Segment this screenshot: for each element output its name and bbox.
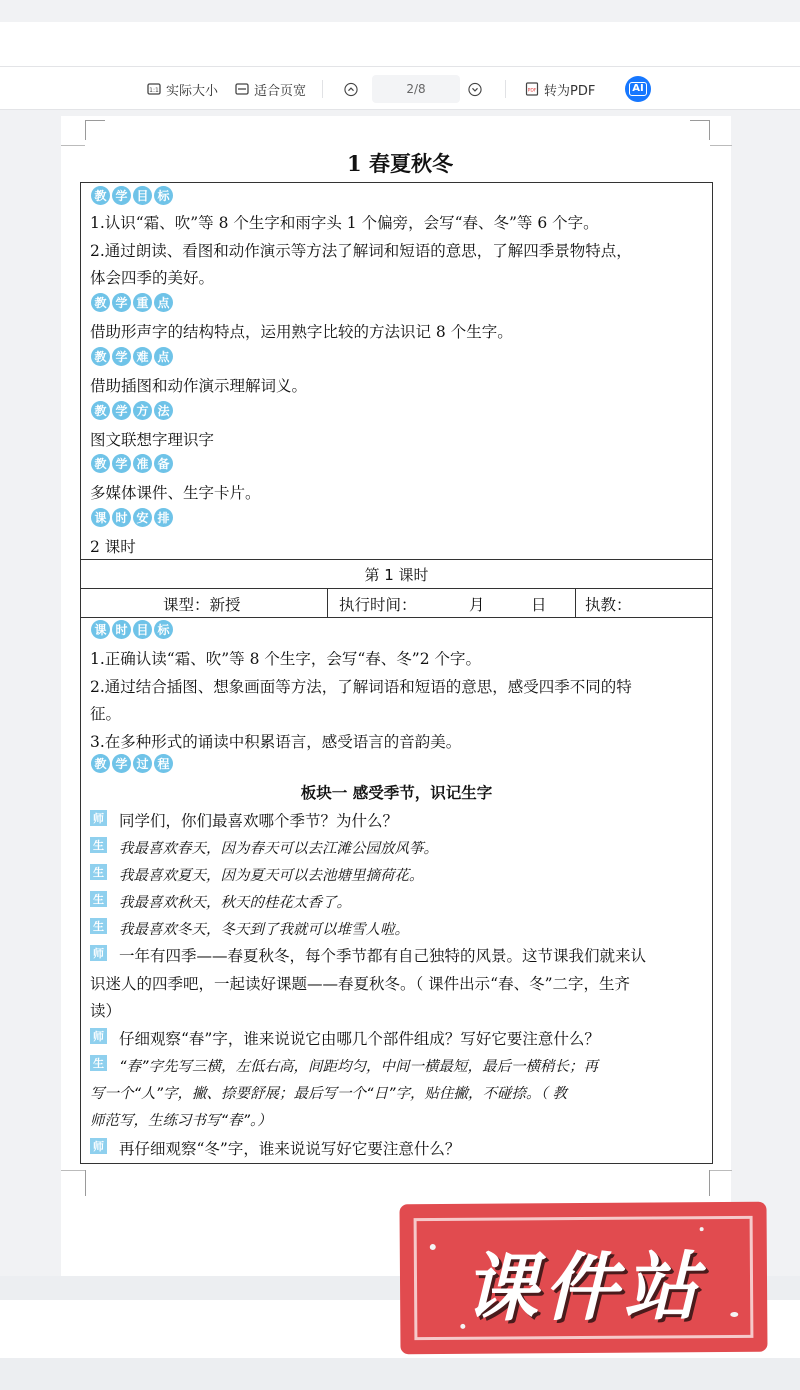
student-mark: 生 [90, 837, 107, 853]
crop-mark [710, 145, 732, 146]
ai-icon: AI [629, 82, 646, 96]
crop-mark [61, 145, 85, 146]
student-mark: 生 [90, 918, 107, 934]
crop-mark [710, 1170, 732, 1171]
tag-char: 方 [133, 401, 152, 420]
tag-char: 法 [154, 401, 173, 420]
svg-text:PDF: PDF [527, 88, 537, 94]
actual-size-icon [147, 82, 161, 96]
lesson-goal-line: 2.通过结合插图、想象画面等方法，了解词语和短语的意思，感受四季不同的特 [90, 678, 632, 696]
actual-size-label: 实际大小 [166, 83, 219, 99]
watermark-stamp [399, 1202, 767, 1355]
table-col-divider [575, 588, 576, 617]
tag-char: 学 [112, 401, 131, 420]
teacher-line: 同学们，你们最喜欢哪个季节？为什么？ [119, 812, 399, 830]
student-line: 我最喜欢秋天，秋天的桂花太香了。 [119, 895, 351, 911]
tag-char: 时 [112, 620, 131, 639]
tag-char: 程 [154, 754, 173, 773]
tag-char: 排 [154, 508, 173, 527]
convert-pdf-button[interactable] [525, 67, 595, 111]
prep-text: 多媒体课件、生字卡片。 [90, 484, 261, 502]
actual-size-button[interactable] [147, 67, 218, 111]
tag-char: 教 [91, 186, 110, 205]
svg-text:1:1: 1:1 [149, 87, 159, 94]
crop-mark [61, 1170, 85, 1171]
top-strip [0, 0, 800, 22]
section-tag-goals [91, 186, 173, 206]
pdf-icon [525, 82, 539, 96]
prev-page-button[interactable] [344, 67, 358, 111]
student-mark: 生 [90, 864, 107, 880]
crop-mark [690, 1170, 710, 1196]
lesson-plan-table [80, 182, 713, 1164]
tag-char: 过 [133, 754, 152, 773]
student-line-cont: 写一个“人”字，撇、捺要舒展；最后写一个“日”字，贴住撇，不碰捺。（ 教 [90, 1086, 567, 1102]
teacher-mark: 师 [90, 1028, 107, 1044]
student-line: 我最喜欢夏天，因为夏天可以去池塘里摘荷花。 [119, 868, 424, 884]
tag-char: 学 [112, 454, 131, 473]
tag-char: 目 [133, 620, 152, 639]
month-label: 月 [469, 596, 485, 614]
lesson-type: 课型：新授 [163, 596, 241, 614]
toolbar-divider [505, 80, 506, 98]
section-tag-schedule [91, 508, 173, 528]
tag-char: 难 [133, 347, 152, 366]
tag-char: 学 [112, 293, 131, 312]
teacher-line-cont: 识迷人的四季吧，一起读好课题——春夏秋冬。（ 课件出示“春、冬”二字，生齐 [90, 975, 631, 993]
tag-char: 教 [91, 293, 110, 312]
fit-width-icon [235, 82, 249, 96]
teacher-mark: 师 [90, 945, 107, 961]
goal-line: 体会四季的美好。 [90, 269, 215, 287]
student-line: 我最喜欢春天，因为春天可以去江滩公园放风筝。 [119, 841, 438, 857]
student-mark: 生 [90, 1055, 107, 1071]
tag-char: 标 [154, 186, 173, 205]
ai-assistant-button[interactable] [625, 76, 651, 102]
tag-char: 教 [91, 347, 110, 366]
teacher-label: 执教： [585, 596, 632, 614]
teacher-line: 仔细观察“春”字，谁来说说它由哪几个部件组成？写好它要注意什么？ [119, 1030, 600, 1048]
chevron-down-icon [468, 82, 482, 96]
tag-char: 课 [91, 508, 110, 527]
watermark-text: 课件站 [463, 1244, 704, 1332]
document-title: 1 春夏秋冬 [347, 151, 453, 176]
crop-mark [690, 120, 710, 140]
viewer-bottom-strip [0, 1358, 800, 1390]
page-indicator[interactable]: 2/8 [372, 75, 460, 103]
student-line: “春”字先写三横，左低右高，间距均匀，中间一横最短，最后一横稍长；再 [119, 1059, 599, 1075]
day-label: 日 [531, 596, 547, 614]
crop-mark [85, 120, 105, 140]
student-line-cont: 师范写，生练习书写“春”。） [90, 1113, 272, 1129]
tag-char: 教 [91, 754, 110, 773]
teacher-line-cont: 读） [90, 1002, 122, 1020]
tag-char: 教 [91, 401, 110, 420]
goal-line: 1.认识“霜、吹”等 8 个生字和雨字头 1 个偏旁，会写“春、冬”等 6 个字。 [90, 214, 599, 232]
section-tag-method [91, 401, 173, 421]
section-tag-lesson-goals [91, 620, 173, 640]
header-area [0, 22, 800, 66]
fit-width-label: 适合页宽 [254, 83, 307, 99]
teacher-mark: 师 [90, 1138, 107, 1154]
toolbar-divider [322, 80, 323, 98]
schedule-text: 2 课时 [90, 538, 136, 556]
next-page-button[interactable] [468, 67, 482, 111]
table-divider [81, 559, 712, 560]
tag-char: 教 [91, 454, 110, 473]
method-text: 图文联想字理识字 [90, 431, 215, 449]
difficulty-text: 借助插图和动作演示理解词义。 [90, 377, 308, 395]
tag-char: 重 [133, 293, 152, 312]
tag-char: 课 [91, 620, 110, 639]
fit-width-button[interactable] [235, 67, 306, 111]
teacher-line: 一年有四季——春夏秋冬，每个季节都有自己独特的风景。这节课我们就来认 [119, 947, 647, 965]
student-mark: 生 [90, 891, 107, 907]
tag-char: 学 [112, 347, 131, 366]
key-text: 借助形声字的结构特点，运用熟字比较的方法识记 8 个生字。 [90, 323, 513, 341]
lesson-goal-line: 1.正确认读“霜、吹”等 8 个生字，会写“春、冬”2 个字。 [90, 650, 481, 668]
section-tag-key [91, 293, 173, 313]
lesson-goal-line: 3.在多种形式的诵读中积累语言，感受语言的音韵美。 [90, 733, 462, 751]
table-divider [81, 588, 712, 589]
viewer-toolbar [0, 66, 800, 110]
table-divider [81, 617, 712, 618]
tag-char: 安 [133, 508, 152, 527]
convert-pdf-label: 转为PDF [544, 83, 596, 99]
goal-line: 2.通过朗读、看图和动作演示等方法了解词和短语的意思，了解四季景物特点， [90, 242, 632, 260]
section-tag-prep [91, 454, 173, 474]
tag-char: 学 [112, 754, 131, 773]
teacher-mark: 师 [90, 810, 107, 826]
tag-char: 备 [154, 454, 173, 473]
lesson-goal-line: 征。 [90, 705, 122, 723]
section-tag-difficulty [91, 347, 173, 367]
teacher-line: 再仔细观察“冬”字，谁来说说写好它要注意什么？ [119, 1140, 461, 1158]
execution-time-label: 执行时间： [339, 596, 417, 614]
tag-char: 点 [154, 347, 173, 366]
tag-char: 点 [154, 293, 173, 312]
tag-char: 时 [112, 508, 131, 527]
section-tag-process [91, 754, 173, 774]
tag-char: 准 [133, 454, 152, 473]
block-title: 板块一 感受季节，识记生字 [300, 783, 493, 802]
tag-char: 学 [112, 186, 131, 205]
chevron-up-icon [344, 82, 358, 96]
student-line: 我最喜欢冬天，冬天到了我就可以堆雪人啦。 [119, 922, 409, 938]
tag-char: 目 [133, 186, 152, 205]
crop-mark [85, 1170, 105, 1196]
table-col-divider [327, 588, 328, 617]
lesson-header: 第 1 课时 [364, 566, 429, 584]
tag-char: 标 [154, 620, 173, 639]
